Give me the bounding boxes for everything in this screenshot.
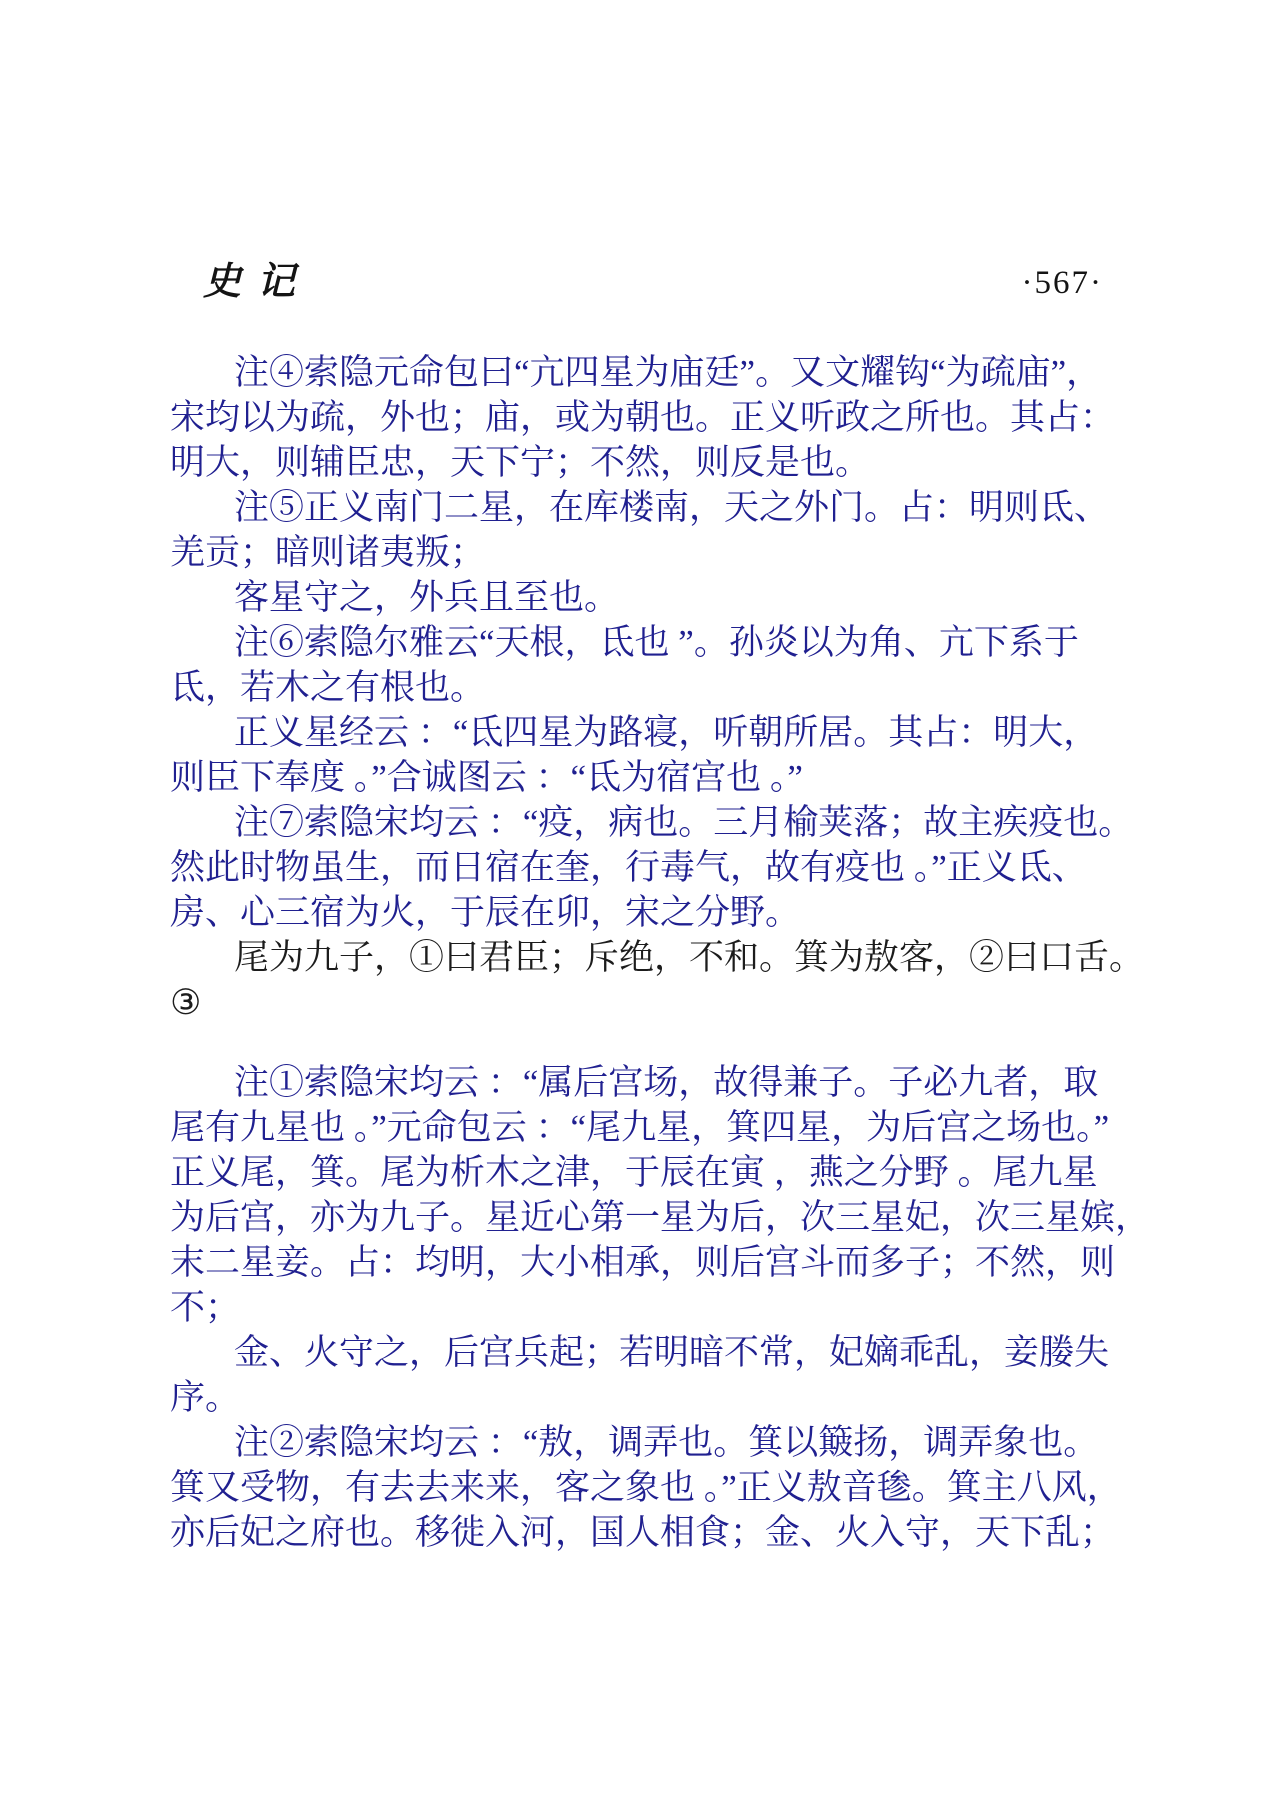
text-line: 则臣下奉度 。”合诚图云 ：“氐为宿宫也 。” [170, 758, 803, 797]
text-line: 尾有九星也 。”元命包云 ：“尾九星，箕四星，为后宫之场也。” [170, 1108, 1110, 1147]
page-header [203, 262, 1103, 302]
text-line: 尾为九子，①曰君臣；斥绝，不和。箕为敖客，②曰口舌。 [234, 938, 1145, 977]
text-line: 注⑤正义南门二星，在库楼南，天之外门。占：明则氐、 [234, 488, 1110, 527]
text-line: 注②索隐宋均云 ：“敖，调弄也。箕以簸扬，调弄象也。 [234, 1423, 1099, 1462]
text-line: 不； [170, 1288, 241, 1327]
text-line: 末二星妾。占：均明，大小相承，则后宫斗而多子；不然，则 [170, 1243, 1116, 1282]
text-line: 客星守之，外兵且至也。 [234, 578, 620, 617]
text-line: 注⑦索隐宋均云 ：“疫，病也。三月榆荚落；故主疾疫也。 [234, 803, 1134, 842]
text-line: 金、火守之，后宫兵起；若明暗不常，妃嫡乖乱，妾媵失 [234, 1333, 1110, 1372]
text-line: 正义尾，箕。尾为析木之津，于辰在寅 ，燕之分野 。尾九星 [170, 1153, 1098, 1192]
text-line: 正义星经云 ：“氐四星为路寝，听朝所居。其占：明大， [234, 713, 1099, 752]
text-line: 羌贡；暗则诸夷叛； [170, 533, 486, 572]
text-line: 亦后妃之府也。移徙入河，国人相食；金、火入守，天下乱； [170, 1513, 1116, 1552]
text-line: 为后宫，亦为九子。星近心第一星为后，次三星妃，次三星嫔， [170, 1198, 1151, 1237]
text-line: 序。 [170, 1378, 241, 1417]
page-number: ·567· [1021, 265, 1103, 301]
text-line: 注⑥索隐尔雅云“天根，氐也 ”。孙炎以为角、亢下系于 [234, 623, 1079, 662]
text-line: 箕又受物，有去去来来，客之象也 。”正义敖音毶。箕主八风， [170, 1468, 1122, 1507]
text-line: 然此时物虽生，而日宿在奎，行毒气，故有疫也 。”正义氐、 [170, 848, 1087, 887]
text-line: ③ [170, 983, 202, 1022]
text-line: 注①索隐宋均云 ：“属后宫场，故得兼子。子必九者，取 [234, 1063, 1099, 1102]
text-line: 注④索隐元命包曰“亢四星为庙廷”。又文耀钩“为疏庙”， [234, 353, 1102, 392]
text-line: 房、心三宿为火，于辰在卯，宋之分野。 [170, 893, 801, 932]
text-line: 宋均以为疏，外也；庙，或为朝也。正义听政之所也。其占： [170, 398, 1116, 437]
text-line: 氐，若木之有根也。 [170, 668, 486, 707]
book-title: 史记 [203, 261, 312, 303]
text-line: 明大，则辅臣忠，天下宁；不然，则反是也。 [170, 443, 871, 482]
page-body [170, 350, 1151, 1555]
